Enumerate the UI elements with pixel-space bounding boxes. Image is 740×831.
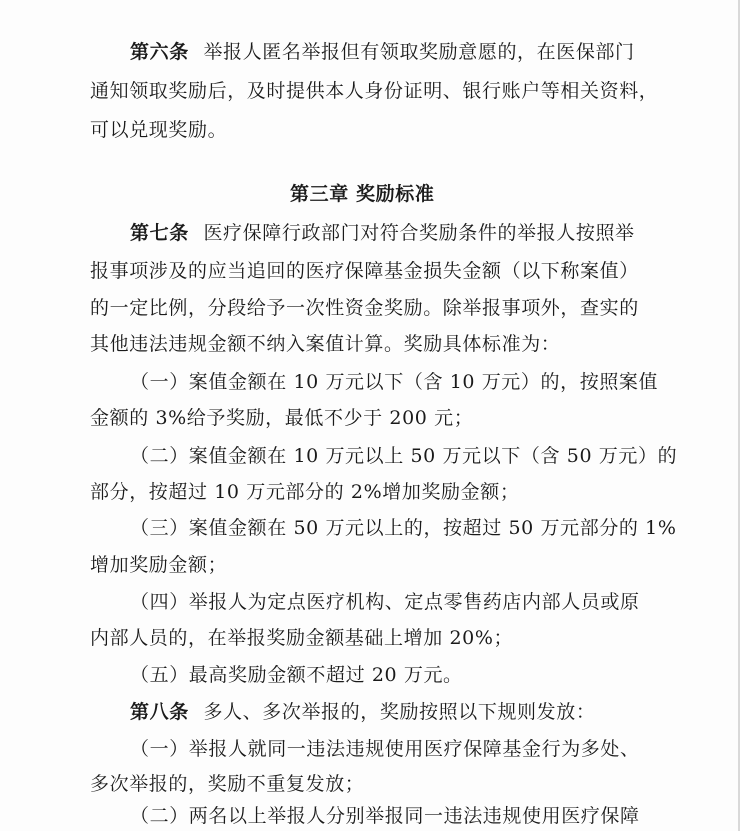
item-2-line-1	[130, 441, 730, 471]
text-line: 通知领取奖励后，及时提供本人身份证明、银行账户等相关资料，	[90, 80, 659, 102]
article-7-line-3	[90, 293, 730, 323]
article-8-line-1	[130, 697, 730, 727]
text-line: （三）案值金额在 50 万元以上的，按超过 50 万元部分的 1%	[130, 517, 677, 539]
article-6-line-1	[130, 37, 730, 67]
article-6-label: 第六条	[130, 41, 189, 63]
item-5-line-1	[130, 660, 730, 690]
text-line: 金额的 3%给予奖励，最低不少于 200 元；	[90, 407, 474, 429]
article-7-line-4	[90, 329, 730, 359]
item-2-line-2	[90, 477, 730, 507]
article-8-item-2-line-1	[130, 801, 730, 831]
article-7-label: 第七条	[130, 222, 189, 244]
text-line: 增加奖励金额；	[90, 554, 228, 576]
article-7-text: 医疗保障行政部门对符合奖励条件的举报人按照举	[203, 222, 635, 244]
item-3-line-1	[130, 513, 730, 543]
text-line: （一）举报人就同一违法违规使用医疗保障基金行为多处、	[130, 738, 640, 760]
text-line: （二）案值金额在 10 万元以上 50 万元以下（含 50 万元）的	[130, 445, 678, 467]
article-6-line-2	[90, 76, 730, 106]
text-line: 可以兑现奖励。	[90, 119, 228, 141]
text-line: 的一定比例，分段给予一次性资金奖励。除举报事项外，查实的	[90, 297, 639, 319]
text-line: 部分，按超过 10 万元部分的 2%增加奖励金额；	[90, 481, 520, 503]
item-1-line-2	[90, 403, 730, 433]
item-3-line-2	[90, 550, 730, 580]
text-line: （二）两名以上举报人分别举报同一违法违规使用医疗保障	[130, 805, 640, 827]
chapter-title: 第三章 奖励标准	[290, 183, 435, 205]
item-4-line-2	[90, 623, 730, 653]
item-1-line-1	[130, 367, 730, 397]
text-line: 内部人员的，在举报奖励金额基础上增加 20%；	[90, 627, 514, 649]
article-6-line-3	[90, 115, 730, 145]
article-8-label: 第八条	[130, 701, 189, 723]
text-line: （四）举报人为定点医疗机构、定点零售药店内部人员或原	[130, 591, 640, 613]
text-line: （一）案值金额在 10 万元以下（含 10 万元）的，按照案值	[130, 371, 659, 393]
text-line: （五）最高奖励金额不超过 20 万元。	[130, 664, 463, 686]
article-6-text: 举报人匿名举报但有领取奖励意愿的，在医保部门	[203, 41, 635, 63]
article-7-line-1	[130, 218, 730, 248]
text-line: 多次举报的，奖励不重复发放；	[90, 773, 365, 795]
item-4-line-1	[130, 587, 730, 617]
text-line: 其他违法违规金额不纳入案值计算。奖励具体标准为：	[90, 333, 561, 355]
article-8-text: 多人、多次举报的，奖励按照以下规则发放：	[203, 701, 596, 723]
article-8-item-1-line-2	[90, 769, 730, 799]
text-line: 报事项涉及的应当追回的医疗保障基金损失金额（以下称案值）	[90, 260, 639, 282]
article-7-line-2	[90, 256, 730, 286]
chapter-heading	[290, 179, 490, 209]
article-8-item-1-line-1	[130, 734, 730, 764]
